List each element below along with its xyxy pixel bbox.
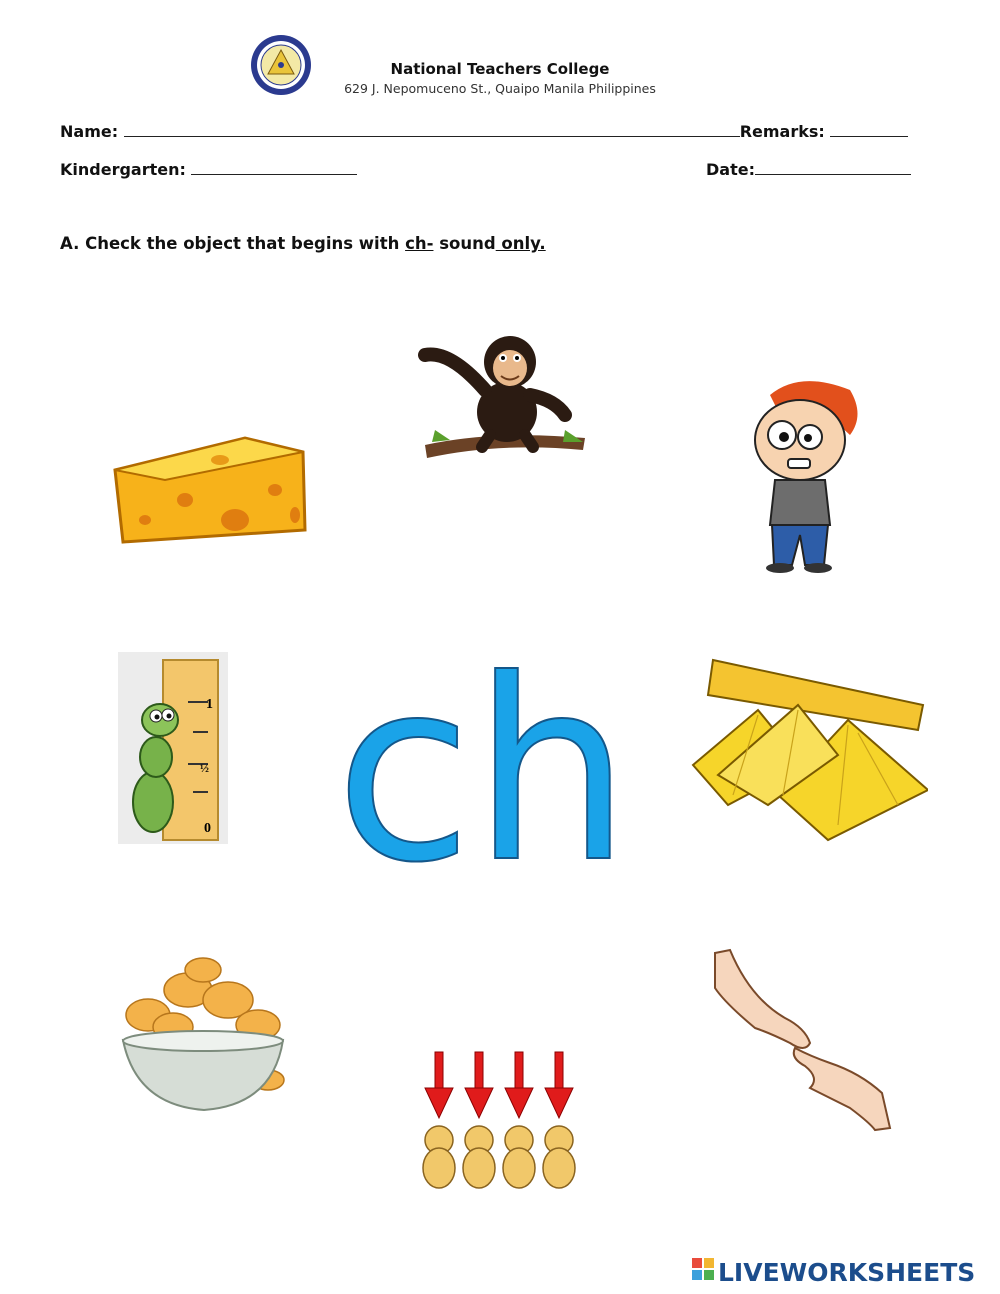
remarks-label: Remarks: xyxy=(739,122,825,141)
shivering-boy-icon[interactable] xyxy=(740,375,870,575)
chimpanzee-icon[interactable] xyxy=(415,320,590,475)
date-field-row xyxy=(706,160,911,179)
name-field[interactable] xyxy=(124,122,740,137)
inchworm-ruler-icon[interactable] xyxy=(118,652,228,844)
name-field-row xyxy=(60,122,908,141)
kindergarten-field[interactable] xyxy=(191,160,357,175)
kindergarten-field-row xyxy=(60,160,357,179)
college-name: National Teachers College xyxy=(390,60,610,78)
college-address: 629 J. Nepomuceno St., Quaipo Manila Philippines xyxy=(344,81,656,96)
instruction-sound: ch- xyxy=(405,234,434,253)
counting-bears-icon[interactable] xyxy=(413,1050,588,1195)
cheese-icon[interactable] xyxy=(105,430,310,550)
kindergarten-label: Kindergarten: xyxy=(60,160,186,179)
date-field[interactable] xyxy=(755,160,911,175)
name-label: Name: xyxy=(60,122,119,141)
brand-text: LIVEWORKSHEETS xyxy=(718,1258,976,1286)
svg-text:0: 0 xyxy=(204,821,211,836)
instruction-suffix: only. xyxy=(495,234,546,253)
touching-hands-icon[interactable] xyxy=(710,948,895,1133)
instruction-prefix: A. Check the object that begins with xyxy=(60,234,406,253)
instruction-middle: sound xyxy=(433,234,496,253)
ch-letters-text: ch xyxy=(335,640,631,880)
svg-text:1: 1 xyxy=(206,697,213,712)
ch-letters xyxy=(335,640,635,880)
liveworksheets-logo xyxy=(690,1252,990,1286)
chips-bowl-icon[interactable] xyxy=(118,955,290,1120)
remarks-field[interactable] xyxy=(830,122,908,137)
svg-text:½: ½ xyxy=(200,761,209,775)
date-label: Date: xyxy=(706,160,755,179)
instruction-text xyxy=(60,234,546,253)
pineapple-slices-icon[interactable] xyxy=(688,655,928,845)
